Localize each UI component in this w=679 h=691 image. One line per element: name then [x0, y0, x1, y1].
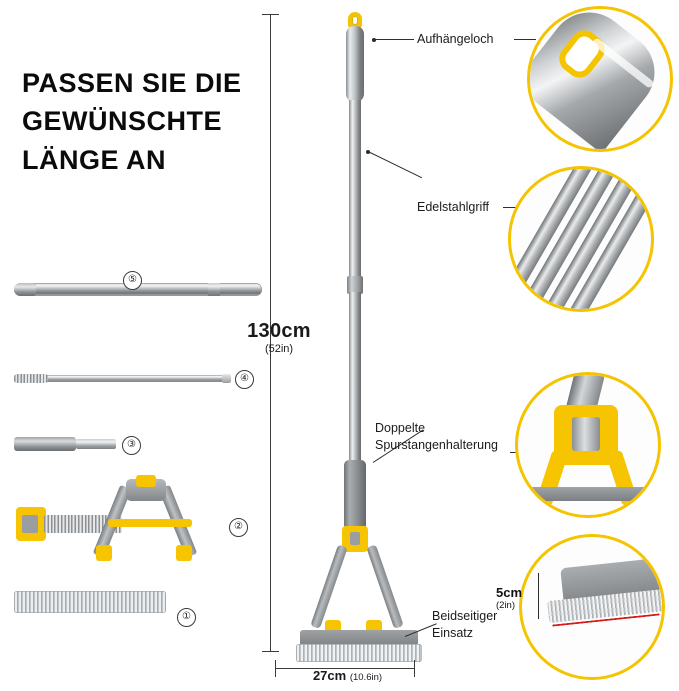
part-telescopic-tube-cap [14, 283, 36, 296]
callout-double-sided-line2: Einsatz [432, 625, 473, 640]
detail-thickness-label [496, 585, 544, 611]
stainless-handle-grip [346, 26, 364, 102]
part-frame-holder [8, 475, 240, 565]
upper-tube [349, 100, 361, 282]
callout-stainless-handle: Edelstahlgriff [417, 200, 490, 214]
part-number-2: ② [229, 518, 248, 537]
callout-leader-hanging-hole-right [514, 39, 536, 40]
part-number-4: ④ [235, 370, 254, 389]
thickness-value-inches: (2in) [496, 600, 516, 611]
part-thin-rod-tip [222, 374, 231, 383]
mop-assembly [286, 8, 416, 668]
part-telescopic-tube-joint [208, 283, 220, 296]
width-value: 27cm [312, 668, 347, 683]
detail-yellow-holder [515, 372, 661, 518]
part-thin-rod-ribs [14, 374, 48, 383]
detail-hanging-hole [527, 6, 673, 152]
frame-holder-apex-clip [136, 475, 156, 487]
height-value: 130cm [247, 320, 311, 342]
callout-hanging-hole: Aufhängeloch [417, 32, 494, 46]
part-number-3: ③ [122, 436, 141, 455]
hanging-hole [352, 16, 358, 25]
frame-holder-foot-left [96, 545, 112, 561]
frame-holder-foot-right [176, 545, 192, 561]
callout-double-tie-rod-holder [375, 420, 525, 453]
callout-leader-hanging-hole [374, 39, 414, 40]
detail-holder-slot [572, 417, 600, 451]
mop-head-cloth [296, 644, 422, 662]
part-grip-sleeve-extension [76, 439, 116, 449]
thickness-value: 5cm [496, 585, 523, 600]
part-grip-sleeve [14, 437, 76, 451]
detail-holder-base [526, 487, 650, 501]
frame-leg-right [366, 544, 403, 629]
part-mop-cloth [14, 591, 166, 613]
page-title: PASSEN SIE DIE GEWÜNSCHTE LÄNGE AN [22, 68, 242, 175]
part-number-5: ⑤ [123, 271, 142, 290]
part-number-1: ① [177, 608, 196, 627]
callout-holder-line1: Doppelte [375, 421, 426, 435]
width-dimension-tick-left [275, 660, 276, 677]
callout-double-sided-line1: Beidseitiger [432, 609, 498, 623]
holder-slot [350, 532, 360, 545]
lower-grey-sleeve [344, 460, 366, 530]
frame-leg-left [310, 544, 347, 629]
height-dimension-tick-top [262, 14, 279, 15]
detail-rod-group [511, 169, 651, 309]
frame-holder-left-slot [22, 515, 38, 533]
width-dimension-label [280, 668, 415, 683]
frame-holder-strut [108, 519, 192, 527]
height-dimension-tick-bottom [262, 651, 279, 652]
width-value-inches: (10.6in) [349, 672, 383, 683]
height-value-inches: (52in) [264, 343, 294, 355]
lower-tube [349, 292, 361, 464]
detail-stainless-rods [508, 166, 654, 312]
callout-holder-line2: Spurstangenhalterung [375, 437, 499, 452]
